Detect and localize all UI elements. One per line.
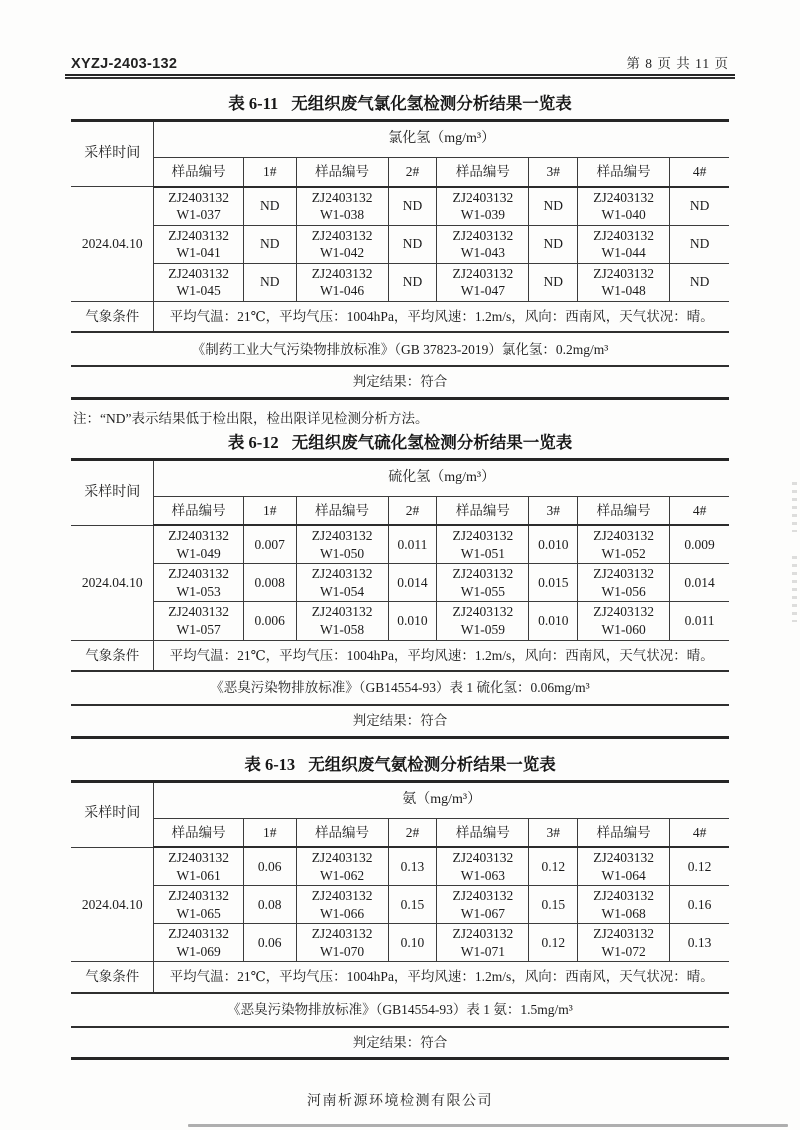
weather-label: 气象条件 (71, 640, 154, 671)
value-cell: ND (388, 225, 437, 263)
pollutant-header: 氯化氢（mg/m³） (154, 121, 729, 158)
value-cell: 0.007 (243, 525, 296, 564)
value-cell: 0.06 (243, 847, 296, 886)
sample-id-cell: ZJ2403132 W1-043 (437, 225, 529, 263)
table-row (71, 187, 729, 226)
value-cell: 0.010 (529, 525, 578, 564)
sub-header-cell: 2# (388, 496, 437, 525)
table-row (71, 602, 729, 640)
sample-id-cell: ZJ2403132 W1-066 (296, 886, 388, 924)
sample-id-cell: ZJ2403132 W1-038 (296, 187, 388, 226)
table-row (71, 847, 729, 886)
sample-id-cell: ZJ2403132 W1-057 (154, 602, 243, 640)
bleed-through-right-lower (792, 556, 797, 622)
sub-header-cell: 1# (243, 818, 296, 847)
sub-header-cell: 样品编号 (296, 158, 388, 187)
sample-id-cell: ZJ2403132 W1-042 (296, 225, 388, 263)
value-cell: 0.15 (388, 886, 437, 924)
table-6-13 (71, 780, 729, 1061)
value-cell: 0.08 (243, 886, 296, 924)
value-cell: 0.015 (529, 564, 578, 602)
sub-header-cell: 样品编号 (154, 496, 243, 525)
table-row (71, 924, 729, 962)
value-cell: 0.008 (243, 564, 296, 602)
value-cell: 0.009 (670, 525, 729, 564)
sample-id-cell: ZJ2403132 W1-052 (578, 525, 670, 564)
sample-id-cell: ZJ2403132 W1-058 (296, 602, 388, 640)
table-number: 表 6-11 (228, 94, 279, 113)
sub-header-cell: 1# (243, 496, 296, 525)
value-cell: ND (388, 187, 437, 226)
table-row (71, 263, 729, 301)
sample-id-cell: ZJ2403132 W1-060 (578, 602, 670, 640)
table-row (71, 564, 729, 602)
value-cell: ND (529, 263, 578, 301)
value-cell: ND (243, 225, 296, 263)
weather-conditions: 平均气温：21℃，平均气压：1004hPa，平均风速：1.2m/s，风向：西南风，天气状况：晴。 (154, 301, 729, 332)
verdict: 判定结果：符合 (71, 366, 729, 398)
weather-label: 气象条件 (71, 962, 154, 993)
table-6-13-title (71, 751, 729, 775)
sub-header-cell: 3# (529, 496, 578, 525)
page-header (71, 52, 729, 72)
standard-limit: 《恶臭污染物排放标准》（GB14554-93）表 1 硫化氢：0.06mg/m³ (71, 671, 729, 705)
value-cell: ND (670, 263, 729, 301)
header-rule (65, 74, 735, 79)
value-cell: 0.13 (388, 847, 437, 886)
sample-id-cell: ZJ2403132 W1-070 (296, 924, 388, 962)
sub-header-cell: 样品编号 (154, 818, 243, 847)
sub-header-cell: 3# (529, 818, 578, 847)
value-cell: ND (243, 263, 296, 301)
sub-header-cell: 样品编号 (154, 158, 243, 187)
sample-id-cell: ZJ2403132 W1-049 (154, 525, 243, 564)
table-number: 表 6-13 (244, 754, 296, 774)
table-number: 表 6-12 (227, 432, 279, 452)
value-cell: ND (243, 187, 296, 226)
value-cell: ND (670, 225, 729, 263)
value-cell: 0.13 (670, 924, 729, 962)
sample-id-cell: ZJ2403132 W1-047 (437, 263, 529, 301)
sample-id-cell: ZJ2403132 W1-055 (437, 564, 529, 602)
pollutant-header: 硫化氢（mg/m³） (154, 459, 729, 496)
company-footer: 河南析源环境检测有限公司 (307, 1094, 493, 1110)
value-cell: 0.006 (243, 602, 296, 640)
sub-header-cell: 样品编号 (437, 496, 529, 525)
weather-row (71, 640, 729, 671)
standard-row (71, 332, 729, 366)
sample-id-cell: ZJ2403132 W1-039 (437, 187, 529, 226)
sub-header-cell: 3# (529, 158, 578, 187)
value-cell: ND (388, 263, 437, 301)
sub-header-cell: 样品编号 (296, 496, 388, 525)
sample-id-cell: ZJ2403132 W1-072 (578, 924, 670, 962)
sample-id-cell: ZJ2403132 W1-062 (296, 847, 388, 886)
sub-header-cell: 样品编号 (578, 496, 670, 525)
sample-id-cell: ZJ2403132 W1-054 (296, 564, 388, 602)
sub-header-cell: 样品编号 (578, 158, 670, 187)
table-6-12 (71, 458, 729, 739)
value-cell: 0.16 (670, 886, 729, 924)
value-cell: 0.010 (529, 602, 578, 640)
weather-row (71, 301, 729, 332)
sample-id-cell: ZJ2403132 W1-069 (154, 924, 243, 962)
table-6-12-title (71, 429, 729, 453)
weather-conditions: 平均气温：21℃，平均气压：1004hPa，平均风速：1.2m/s，风向：西南风，天气状况：晴。 (154, 640, 729, 671)
value-cell: 0.011 (388, 525, 437, 564)
sample-id-cell: ZJ2403132 W1-056 (578, 564, 670, 602)
sub-header-cell: 样品编号 (437, 158, 529, 187)
nd-footnote: 注：“ND”表示结果低于检出限，检出限详见检测分析方法。 (73, 410, 429, 426)
value-cell: 0.011 (670, 602, 729, 640)
sample-id-cell: ZJ2403132 W1-068 (578, 886, 670, 924)
value-cell: 0.014 (388, 564, 437, 602)
sub-header-cell: 4# (670, 496, 729, 525)
pollutant-header: 氨（mg/m³） (154, 781, 729, 818)
verdict-row (71, 705, 729, 737)
sample-id-cell: ZJ2403132 W1-067 (437, 886, 529, 924)
standard-limit: 《恶臭污染物排放标准》（GB14554-93）表 1 氨：1.5mg/m³ (71, 993, 729, 1027)
sample-id-cell: ZJ2403132 W1-071 (437, 924, 529, 962)
sample-id-cell: ZJ2403132 W1-044 (578, 225, 670, 263)
sample-id-cell: ZJ2403132 W1-046 (296, 263, 388, 301)
sub-header-cell: 样品编号 (437, 818, 529, 847)
sampling-date-cell: 2024.04.10 (71, 187, 154, 302)
document-number: XYZJ-2403-132 (71, 56, 178, 72)
sample-id-cell: ZJ2403132 W1-048 (578, 263, 670, 301)
value-cell: ND (529, 225, 578, 263)
table-title-text: 无组织废气氯化氢检测分析结果一览表 (291, 94, 572, 113)
verdict: 判定结果：符合 (71, 1027, 729, 1059)
table-title-text: 无组织废气氨检测分析结果一览表 (308, 754, 556, 774)
value-cell: ND (529, 187, 578, 226)
sample-id-cell: ZJ2403132 W1-040 (578, 187, 670, 226)
verdict-row (71, 1027, 729, 1059)
sample-id-cell: ZJ2403132 W1-059 (437, 602, 529, 640)
sampling-date-cell: 2024.04.10 (71, 847, 154, 962)
standard-row (71, 993, 729, 1027)
weather-row (71, 962, 729, 993)
sub-header-cell: 样品编号 (296, 818, 388, 847)
verdict-row (71, 366, 729, 398)
sample-time-header: 采样时间 (71, 781, 154, 847)
sample-id-cell: ZJ2403132 W1-041 (154, 225, 243, 263)
sub-header-cell: 4# (670, 158, 729, 187)
sample-id-cell: ZJ2403132 W1-037 (154, 187, 243, 226)
value-cell: 0.10 (388, 924, 437, 962)
bleed-through-right-upper (792, 482, 797, 532)
sub-header-cell: 1# (243, 158, 296, 187)
sample-id-cell: ZJ2403132 W1-061 (154, 847, 243, 886)
value-cell: 0.15 (529, 886, 578, 924)
sub-header-cell: 2# (388, 158, 437, 187)
sample-id-cell: ZJ2403132 W1-051 (437, 525, 529, 564)
sample-id-cell: ZJ2403132 W1-065 (154, 886, 243, 924)
standard-limit: 《制药工业大气污染物排放标准》（GB 37823-2019）氯化氢：0.2mg/m³ (71, 332, 729, 366)
table-title-text: 无组织废气硫化氢检测分析结果一览表 (291, 432, 573, 452)
value-cell: 0.010 (388, 602, 437, 640)
weather-label: 气象条件 (71, 301, 154, 332)
scan-artifact-bottom-edge (188, 1124, 788, 1127)
sample-id-cell: ZJ2403132 W1-045 (154, 263, 243, 301)
table-6-11 (71, 119, 729, 400)
value-cell: 0.014 (670, 564, 729, 602)
value-cell: 0.12 (670, 847, 729, 886)
sample-id-cell: ZJ2403132 W1-053 (154, 564, 243, 602)
value-cell: 0.12 (529, 847, 578, 886)
sample-id-cell: ZJ2403132 W1-050 (296, 525, 388, 564)
standard-row (71, 671, 729, 705)
table-6-11-title (71, 90, 729, 114)
sampling-date-cell: 2024.04.10 (71, 525, 154, 640)
sub-header-cell: 样品编号 (578, 818, 670, 847)
table-row (71, 525, 729, 564)
verdict: 判定结果：符合 (71, 705, 729, 737)
sample-id-cell: ZJ2403132 W1-063 (437, 847, 529, 886)
page-number-info: 第 8 页 共 11 页 (626, 56, 729, 71)
value-cell: 0.06 (243, 924, 296, 962)
sample-time-header: 采样时间 (71, 121, 154, 187)
weather-conditions: 平均气温：21℃，平均气压：1004hPa，平均风速：1.2m/s，风向：西南风，天气状况：晴。 (154, 962, 729, 993)
value-cell: ND (670, 187, 729, 226)
table-row (71, 886, 729, 924)
value-cell: 0.12 (529, 924, 578, 962)
sample-id-cell: ZJ2403132 W1-064 (578, 847, 670, 886)
table-row (71, 225, 729, 263)
sample-time-header: 采样时间 (71, 459, 154, 525)
sub-header-cell: 2# (388, 818, 437, 847)
sub-header-cell: 4# (670, 818, 729, 847)
